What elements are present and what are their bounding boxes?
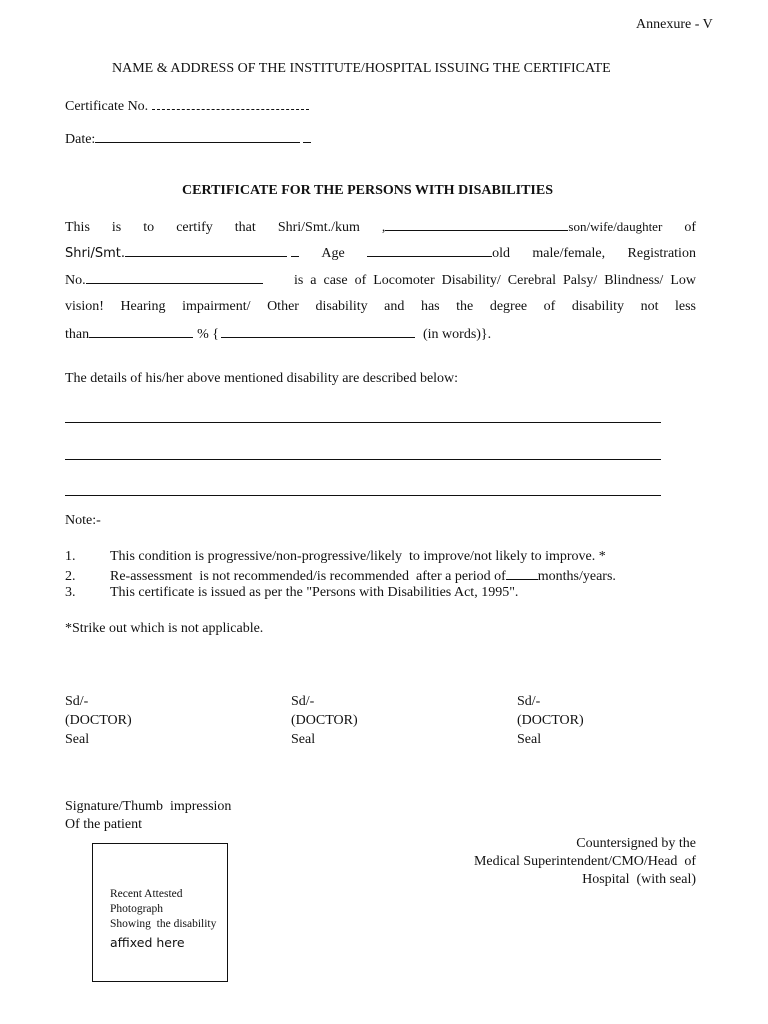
note-item-3 xyxy=(65,585,518,601)
patient-signature-label: Signature/Thumb impression xyxy=(65,799,232,814)
doctor-label: (DOCTOR) xyxy=(291,713,358,728)
percentage-words-field[interactable] xyxy=(221,325,415,338)
note-item-1 xyxy=(65,549,606,565)
in-words-label: (in words)}. xyxy=(423,327,492,342)
body-word: Shri/Smt./kum xyxy=(277,220,360,235)
body-word: degree xyxy=(489,299,528,314)
body-word: This xyxy=(65,220,90,235)
reassessment-period-field[interactable] xyxy=(506,567,538,580)
patient-label: Of the patient xyxy=(65,817,142,832)
doctor-signature-3 xyxy=(517,692,584,749)
body-line-2 xyxy=(65,244,696,264)
strike-out-note: *Strike out which is not applicable. xyxy=(65,621,264,636)
doctor-signature-1 xyxy=(65,692,132,749)
annexure-label: Annexure - V xyxy=(636,17,713,32)
registration-group xyxy=(65,271,263,289)
relation-label: son/wife/daughter xyxy=(568,219,663,234)
note-number: 3. xyxy=(65,585,76,600)
certificate-no-row xyxy=(65,97,309,115)
doctor-label: (DOCTOR) xyxy=(65,713,132,728)
countersign-line: Countersigned by the xyxy=(576,836,696,851)
guardian-label: Shri/Smt. xyxy=(65,246,125,261)
body-word: not xyxy=(640,299,659,314)
details-line-2[interactable] xyxy=(65,459,661,460)
old-label: old xyxy=(492,246,511,261)
age-group xyxy=(367,244,510,262)
date-row xyxy=(65,130,311,148)
body-line-4 xyxy=(65,299,696,319)
note-text: This condition is progressive/non-progressive/likely to improve/not likely to improve. * xyxy=(110,549,606,564)
body-word: is xyxy=(111,220,122,235)
certificate-title: CERTIFICATE FOR THE PERSONS WITH DISABILITIES xyxy=(182,183,554,198)
photo-box-text: Showing the disability xyxy=(110,918,217,930)
note-text: Re-assessment is not recommended/is recommended after a period of xyxy=(110,569,506,584)
institute-heading: NAME & ADDRESS OF THE INSTITUTE/HOSPITAL ISSUING THE CERTIFICATE xyxy=(112,61,611,76)
sd-label: Sd/- xyxy=(65,694,89,709)
body-word: certify xyxy=(176,220,213,235)
body-word: to xyxy=(143,220,155,235)
gender-label: male/female, xyxy=(532,246,606,261)
countersign-line: Hospital (with seal) xyxy=(582,872,696,887)
guardian-field-tail xyxy=(291,244,299,257)
photo-box-text: Photograph xyxy=(110,903,164,915)
age-label: Age xyxy=(321,246,345,261)
body-word: of xyxy=(543,299,556,314)
registration-no-label: No. xyxy=(65,273,86,288)
seal-label: Seal xyxy=(517,732,542,747)
body-word: disability xyxy=(315,299,368,314)
doctor-signature-2 xyxy=(291,692,358,749)
than-label: than xyxy=(65,327,90,342)
name-field-group xyxy=(382,218,662,236)
note-number: 2. xyxy=(65,569,76,584)
details-intro: The details of his/her above mentioned disability are described below: xyxy=(65,371,459,386)
date-field[interactable] xyxy=(95,130,300,143)
certificate-no-label: Certificate No. xyxy=(65,99,149,114)
details-line-3[interactable] xyxy=(65,495,661,496)
seal-label: Seal xyxy=(291,732,316,747)
photo-box-text: affixed here xyxy=(110,935,185,950)
guardian-name-field[interactable] xyxy=(125,244,287,257)
photo-box[interactable] xyxy=(92,843,228,982)
body-word: of xyxy=(684,220,696,235)
body-word: that xyxy=(234,220,256,235)
body-word: and xyxy=(384,299,405,314)
guardian-group xyxy=(65,244,299,262)
sd-label: Sd/- xyxy=(517,694,541,709)
note-text-end: months/years. xyxy=(537,569,616,584)
body-word: has xyxy=(420,299,440,314)
countersign-block xyxy=(474,835,696,889)
body-line-3 xyxy=(65,271,696,291)
note-text: This certificate is issued as per the "Persons with Disabilities Act, 1995". xyxy=(110,585,519,600)
certificate-no-field[interactable] xyxy=(152,97,309,110)
body-word: Other xyxy=(267,299,299,314)
seal-label: Seal xyxy=(65,732,90,747)
patient-signature xyxy=(65,798,231,834)
percent-symbol: % { xyxy=(197,327,219,342)
body-word: Hearing xyxy=(120,299,166,314)
body-word: the xyxy=(456,299,474,314)
body-word: vision! xyxy=(65,299,104,314)
body-line-1 xyxy=(65,218,696,238)
date-label: Date: xyxy=(65,132,96,147)
disability-types-text: is a case of Locomoter Disability/ Cerebral Palsy/ Blindness/ Low xyxy=(293,273,696,288)
photo-box-text: Recent Attested xyxy=(110,888,183,900)
comma: , xyxy=(381,220,386,235)
percentage-field[interactable] xyxy=(89,325,193,338)
body-line-5 xyxy=(65,325,491,343)
body-word: less xyxy=(675,299,696,314)
body-word: impairment/ xyxy=(182,299,251,314)
name-field[interactable] xyxy=(385,218,568,231)
countersign-line: Medical Superintendent/CMO/Head of xyxy=(473,854,696,869)
note-number: 1. xyxy=(65,549,76,564)
note-item-2 xyxy=(65,567,616,585)
body-word: disability xyxy=(571,299,625,314)
details-line-1[interactable] xyxy=(65,422,661,423)
date-field-tail xyxy=(303,130,311,143)
registration-no-field[interactable] xyxy=(86,271,263,284)
sd-label: Sd/- xyxy=(291,694,315,709)
note-heading: Note:- xyxy=(65,513,101,528)
doctor-label: (DOCTOR) xyxy=(517,713,584,728)
age-field[interactable] xyxy=(367,244,492,257)
registration-label: Registration xyxy=(627,246,696,261)
